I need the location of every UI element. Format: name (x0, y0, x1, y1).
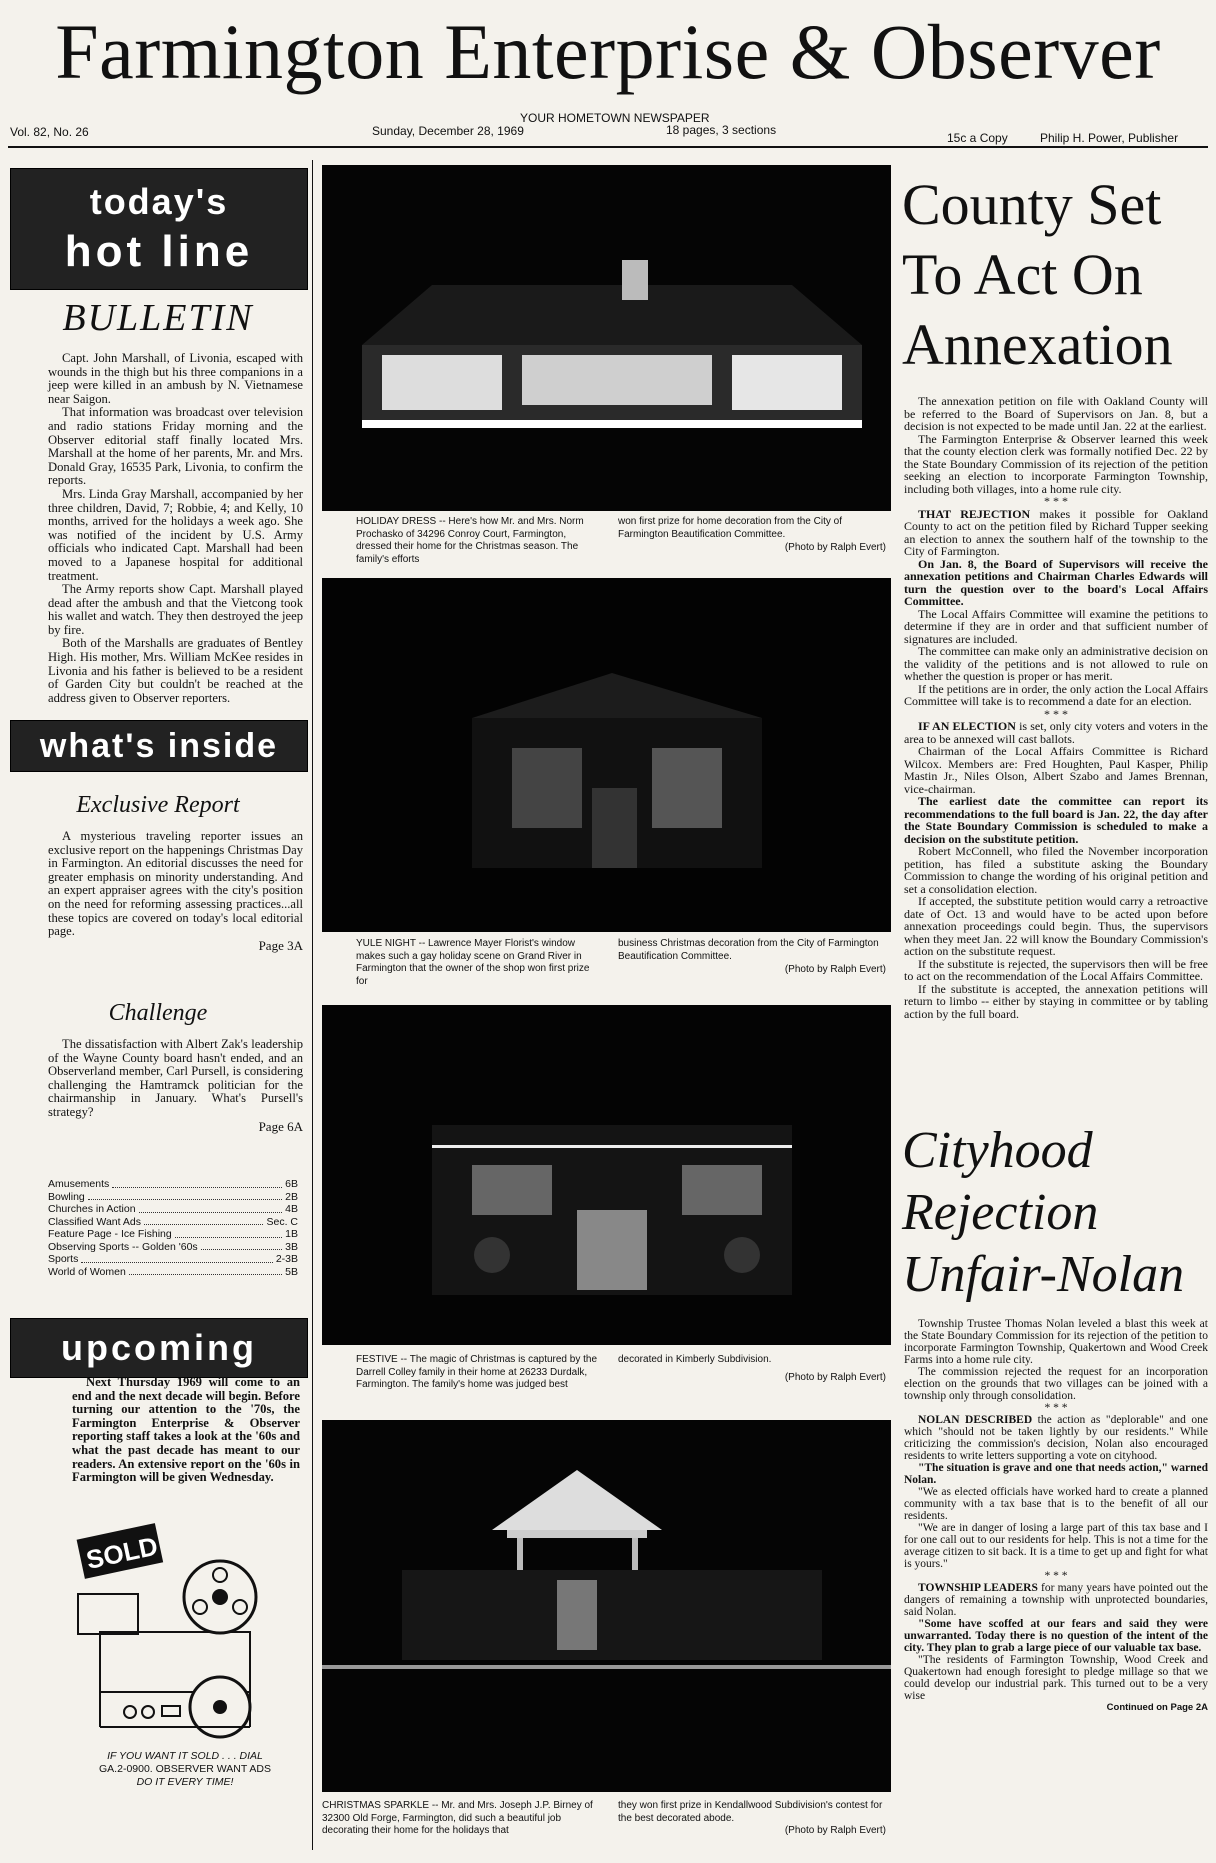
index-page: 2-3B (275, 1253, 298, 1265)
annexation-headline (902, 170, 1210, 380)
masthead-rule (8, 146, 1208, 148)
article-paragraph: The committee can make only an administrative decision on the validity of the petitions and is not allowed to rule on whether the question is proper or has merit. (904, 644, 1208, 683)
want-ads-advertisement[interactable] (70, 1512, 300, 1812)
sold-sign: SOLD (83, 1530, 161, 1575)
photo-yule-night[interactable] (322, 578, 891, 932)
index-page: 6B (285, 1178, 298, 1190)
article-paragraph: is set, only city voters and voters in the area to be annexed will cast ballots. (904, 719, 1208, 746)
index-label: Churches in Action (48, 1203, 136, 1215)
ad-line-2: GA.2-0900. OBSERVER WANT ADS (99, 1763, 271, 1775)
separator-stars: * * * (1044, 1570, 1068, 1582)
tagline: YOUR HOMETOWN NEWSPAPER (520, 111, 710, 125)
article-paragraph: If the substitute is rejected, the supervisors then will be free to act on the recommendation of the Local Affairs Committee. (904, 956, 1208, 983)
index-page: 4B (285, 1203, 298, 1215)
photo-caption: HOLIDAY DRESS -- Here's how Mr. and Mrs. Norm Prochasko of 34296 Conroy Court, Farmington, dressed their home for the Christmas season. The family's efforts (356, 516, 584, 565)
photo-credit: (Photo by Ralph Evert) (784, 964, 886, 975)
article-bold-paragraph: On Jan. 8, the Board of Supervisors will receive the annexation petitions and Chairman Charles Edwards will turn the question over to the board's Local Affairs Committee. (904, 556, 1208, 608)
headline-line: Unfair-Nolan (902, 1246, 1185, 1303)
index-page: 1B (285, 1228, 298, 1240)
article-paragraph: the action as "deplorable" and one which "should not be taken lightly by our residents." While criticizing the commission's decision, Nolan also encouraged residents to write letters supporting a vote on cityhood. (904, 1414, 1208, 1462)
exclusive-report-title: Exclusive Report (76, 792, 240, 818)
photo-christmas-sparkle[interactable] (322, 1420, 891, 1792)
index-page: Sec. C (266, 1215, 298, 1228)
separator-stars: * * * (1044, 1402, 1068, 1414)
continued-link[interactable]: Continued on Page 2A (1106, 1702, 1208, 1713)
article-paragraph: The annexation petition on file with Oakland County will be referred to the Board of Supervisors on Jan. 8, but a decision is not expected to be made until Jan. 22 at the earliest. (904, 394, 1208, 433)
headline-line: To Act On (902, 242, 1143, 307)
decorated-house-image (322, 1005, 891, 1345)
bulletin-paragraph: That information was broadcast over television and radio stations Friday morning and the Observer editorial staff finally located Mrs. Marshall at the home of her parents, Mr. and Mrs. Donald Gray, 16535 Park, Livonia, to confirm the reports. (48, 405, 303, 488)
article-paragraph: Robert McConnell, who filed the November incorporation petition, has filed a substitute asking the Boundary Commission to change the wording of his original petition and set a consolidation election. (904, 844, 1208, 896)
index-row[interactable] (48, 1178, 298, 1191)
article-paragraph: If the petitions are in order, the only action the Local Affairs Committee will take is to recommend a date for an election. (904, 681, 1208, 708)
cityhood-headline (902, 1120, 1210, 1306)
exclusive-report-body (48, 830, 303, 952)
headline-line: Rejection (902, 1184, 1099, 1241)
index-row[interactable] (48, 1228, 298, 1241)
index-label: Bowling (48, 1190, 85, 1203)
index-label: Observing Sports -- Golden '60s (48, 1240, 198, 1253)
whats-inside-header: what's inside (10, 720, 308, 772)
photo-caption: FESTIVE -- The magic of Christmas is captured by the Darrell Colley family in their home at 26233 Durdalk, Farmington. The family's home was judged best (356, 1354, 598, 1390)
challenge-title: Challenge (108, 1000, 208, 1026)
photo-caption: decorated in Kimberly Subdivision. (618, 1354, 772, 1365)
bulletin-paragraph: Both of the Marshalls are graduates of Bentley High. His mother, Mrs. William McKee resides in Livonia and his father is believed to be a resident of Garden City but couldn't be reached at the address given to Observer reporters. (48, 636, 303, 705)
hotline-header-line1: today's (89, 181, 229, 222)
article-paragraph: If the substitute is accepted, the annexation petitions will return to limbo -- either by staying in committee or by tabling action by the full board. (904, 981, 1208, 1021)
photo-caption: business Christmas decoration from the City of Farmington Beautification Committee. (618, 938, 879, 962)
index-page: 5B (285, 1265, 298, 1278)
ad-line-1: IF YOU WANT IT SOLD . . . DIAL (107, 1750, 263, 1762)
price: 15c a Copy (947, 131, 1008, 145)
challenge-page: Page 6A (258, 1118, 303, 1134)
masthead-title: Farmington Enterprise & Observer (55, 8, 1161, 95)
separator-stars: * * * (1044, 706, 1068, 721)
exclusive-report-page: Page 3A (258, 937, 303, 953)
index-label: Sports (48, 1253, 79, 1265)
paragraph-lead: IF AN ELECTION (918, 719, 1016, 733)
index-row[interactable] (48, 1216, 298, 1229)
index-row[interactable] (48, 1266, 298, 1279)
separator-stars: * * * (1044, 494, 1068, 508)
hotline-header-line2: hot line (64, 227, 254, 276)
paragraph-lead: TOWNSHIP LEADERS (918, 1582, 1038, 1594)
article-paragraph: The Farmington Enterprise & Observer learned this week that the county election clerk was formally notified Dec. 22 by the State Boundary Commission of its rejection of the petition seeking an election to incorporate Farmington Township, including both villages, into a home rule city. (904, 431, 1208, 496)
photo-caption: CHRISTMAS SPARKLE -- Mr. and Mrs. Joseph J.P. Birney of 32300 Old Forge, Farmington, did such a beautiful job decorating their home for the holidays that (322, 1800, 593, 1836)
volume-number: Vol. 82, No. 26 (10, 125, 89, 139)
index-row[interactable] (48, 1241, 298, 1254)
index-label: Feature Page - Ice Fishing (48, 1228, 172, 1240)
index-label: Amusements (48, 1178, 110, 1190)
column-divider (312, 160, 313, 1850)
challenge-text: The dissatisfaction with Albert Zak's leadership of the Wayne County board hasn't ended, and an Observerland member, Carl Pursell, is considering challenging the Hamtramck politician for the chairmanship in January. What's Pursell's strategy? (48, 1037, 303, 1119)
photo-caption: they won first prize in Kendallwood Subdivision's contest for the best decorated abode. (618, 1800, 883, 1824)
bulletin-title: BULLETIN (62, 297, 254, 339)
index-label: World of Women (48, 1265, 126, 1278)
cityhood-article (904, 1318, 1208, 1714)
bulletin-body (48, 352, 303, 705)
exclusive-report-text: A mysterious traveling reporter issues an exclusive report on the happenings Christmas Day in Farmington. An editorial discusses the need for greater emphasis on minority understanding. And an expert appraiser agrees with the city's position on the need for reforming assessing practices...all these topics are covered on today's local editorial page. (48, 829, 303, 939)
photo-credit: (Photo by Ralph Evert) (784, 1825, 886, 1836)
index-row[interactable] (48, 1203, 298, 1216)
storefront-image (322, 578, 891, 932)
article-paragraph: "We as elected officials have worked hard to create a planned community with a tax base that is to the benefit of all our residents. (904, 1486, 1208, 1522)
challenge-body (48, 1038, 303, 1133)
issue-date: Sunday, December 28, 1969 (372, 124, 524, 138)
house-lights-image (322, 165, 891, 511)
page-count: 18 pages, 3 sections (666, 123, 777, 137)
bulletin-paragraph: Mrs. Linda Gray Marshall, accompanied by her three children, David, 7; Robbie, 4; and Kelly, 10 months, arrived for the holidays a week ago. She was notified of the incident by U.S. Army officials who indicated Capt. Marshall had been moved to a Japanese hospital for additional treatment. (48, 486, 303, 583)
index-label: Classified Want Ads (48, 1215, 141, 1228)
article-paragraph: makes it possible for Oakland County to act on the petition filed by Richard Tupper seeking an election to annex the southern half of the township to the City of Farmington. (904, 506, 1208, 558)
hotline-header (10, 168, 308, 290)
annexation-article (904, 395, 1208, 1020)
upcoming-text: Next Thursday 1969 will come to an end and the next decade will begin. Before turning our attention to the '70s, the Farmington Enterprise & Observer reporting staff takes a look at the '60s and what the past decade has meant to our readers. An extensive report on the '60s in Farmington will be given Wednesday. (72, 1375, 300, 1485)
upcoming-header: upcoming (10, 1318, 308, 1378)
article-paragraph: The commission rejected the request for an incorporation election on the grounds that two villages can be joined with a township only through consolidation. (904, 1366, 1208, 1402)
index-list (48, 1178, 298, 1278)
article-bold-paragraph: "The situation is grave and one that needs action," warned Nolan. (904, 1462, 1208, 1486)
article-paragraph: "The residents of Farmington Township, Wood Creek and Quakertown had enough foresight to pledge millage so that we could develop our industrial park. This turned out to be a very wise (904, 1654, 1208, 1702)
photo-credit: (Photo by Ralph Evert) (784, 1372, 886, 1383)
upcoming-body (72, 1376, 300, 1485)
photo-caption: won first prize for home decoration from the City of Farmington Beautification Committee. (618, 516, 842, 540)
photo-festive[interactable] (322, 1005, 891, 1345)
photo-holiday-dress[interactable] (322, 165, 891, 511)
article-paragraph: If accepted, the substitute petition would carry a retroactive date of Oct. 13 and would have to be acted upon before annexation proceedings could begin. Thus, the supervisors when they meet Jan. 22 will know the Boundary Commission's action on the substitute request. (904, 894, 1208, 958)
article-paragraph: "We are in danger of losing a large part of this tax base and I for one call out to our residents for help. This is not a time for the average citizen to sit back. It is a time to get up and fight for what is yours." (904, 1522, 1208, 1570)
article-paragraph: The Local Affairs Committee will examine the petitions to determine if they are in order and that sufficient number of signatures are included. (904, 606, 1208, 646)
publisher: Philip H. Power, Publisher (1040, 131, 1179, 145)
headline-line: County Set (902, 172, 1162, 237)
bulletin-paragraph: The Army reports show Capt. Marshall played dead after the ambush and that the Vietcong took his wallet and watch. They then destroyed the jeep by fire. (48, 582, 303, 637)
bulletin-paragraph: Capt. John Marshall, of Livonia, escaped with wounds in the thigh but his three companions in a jeep were killed in an ambush by N. Vietnamese near Saigon. (48, 351, 303, 406)
colonial-house-image (322, 1420, 891, 1792)
ad-line-3: DO IT EVERY TIME! (136, 1776, 234, 1788)
index-page: 3B (285, 1240, 298, 1253)
paragraph-lead: THAT REJECTION (918, 506, 1031, 521)
index-row[interactable] (48, 1191, 298, 1204)
headline-line: Annexation (902, 312, 1173, 377)
article-paragraph: for many years have pointed out the dangers of remaining a township with unprotected boundaries, said Nolan. (904, 1582, 1209, 1618)
article-paragraph: Township Trustee Thomas Nolan leveled a blast this week at the State Boundary Commission for its rejection of the petition to incorporate Farmington Township, Quakertown and Wood Creek Farms into a home rule city. (904, 1318, 1208, 1366)
headline-line: Cityhood (902, 1122, 1093, 1179)
index-row[interactable] (48, 1253, 298, 1266)
paragraph-lead: NOLAN DESCRIBED (918, 1414, 1033, 1426)
photo-credit: (Photo by Ralph Evert) (784, 542, 886, 553)
index-page: 2B (285, 1190, 298, 1203)
article-bold-paragraph: "Some have scoffed at our fears and said they were unwarranted. Today there is no question of the intent of the city. They plan to grab a large piece of our valuable tax base. (904, 1618, 1208, 1654)
article-paragraph: Chairman of the Local Affairs Committee is Richard Wilcox. Members are: Fred Houghten, Paul Kasper, Philip Mastin Jr., Niles Olson, Albert Szabo and James Brennan, vice-chairman. (904, 744, 1208, 796)
article-bold-paragraph: The earliest date the committee can report its recommendations to the full board is Jan. 22, the day after the State Boundary Commission is scheduled to make a decision on the substitute petition. (904, 794, 1208, 846)
photo-caption: YULE NIGHT -- Lawrence Mayer Florist's window makes such a gay holiday scene on Grand River in Farmington that the owner of the shop won first prize for (356, 938, 590, 987)
